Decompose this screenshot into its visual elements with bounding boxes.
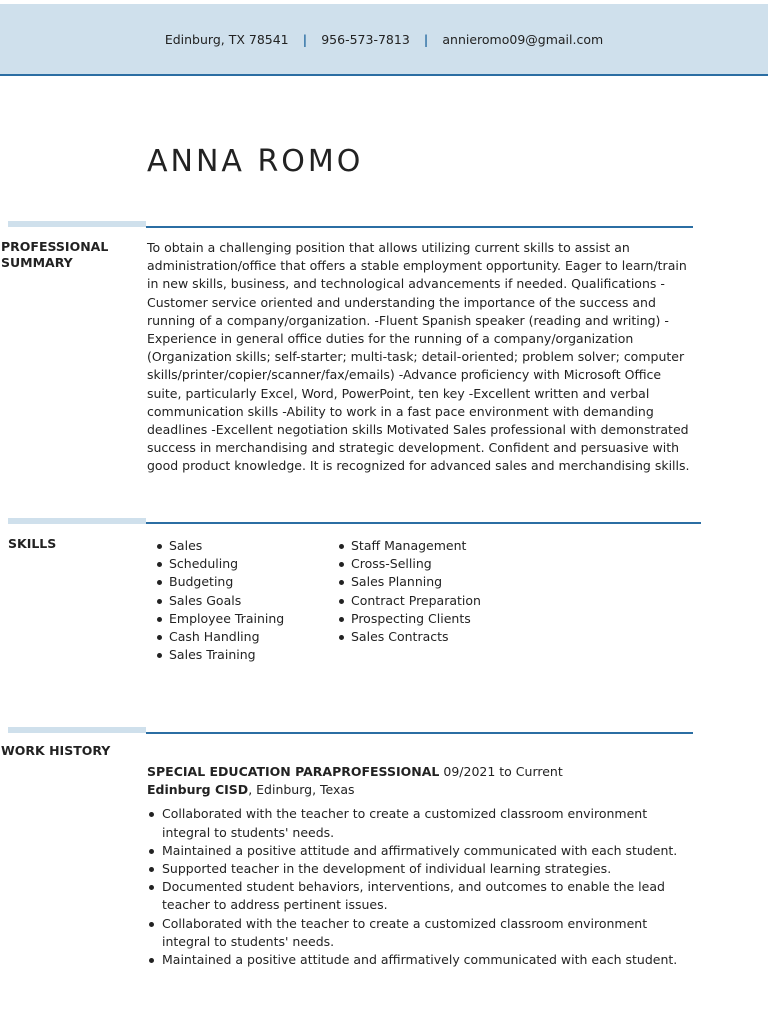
job-duty-item: Maintained a positive attitude and affirmatively communicated with each student. <box>147 842 692 860</box>
job-duty-item: Supported teacher in the development of individual learning strategies. <box>147 860 692 878</box>
contact-phone[interactable]: 956-573-7813 <box>321 31 410 47</box>
contact-address: Edinburg, TX 78541 <box>164 31 289 47</box>
section-divider <box>146 732 693 734</box>
skill-item: Sales Planning <box>337 573 481 591</box>
job-duty-item: Documented student behaviors, interventions, and outcomes to enable the lead teacher to address pertinent issues. <box>147 878 692 914</box>
section-accent-bar <box>8 727 146 733</box>
skill-item: Sales Goals <box>155 592 284 610</box>
summary-text: To obtain a challenging position that allows utilizing current skills to assist an administration/office that offers a stable employment opportunity. Eager to learn/train in new skills, business, and technological advancements if needed. Qualifications - Customer service oriented and understanding the importance of the success and running of a company/organization. -Fluent Spanish speaker (reading and writing) -Experience in general office duties for the running of a company/organization (Organization skills; self-starter; multi-task; detail-oriented; problem solver; computer skills/printer/copier/scanner/fax/emails) -Advance proficiency with Microsoft Office suite, particularly Excel, Word, PowerPoint, ten key -Excellent written and verbal communication skills -Ability to work in a fast pace environment with demanding deadlines -Excellent negotiation skills Motivated Sales professional with demonstrated success in merchandising and strategic development. Confident and persuasive with good product knowledge. It is recognized for advanced sales and merchandising skills. <box>147 240 690 474</box>
section-divider <box>146 226 693 228</box>
job-title: SPECIAL EDUCATION PARAPROFESSIONAL <box>147 764 440 779</box>
section-divider <box>146 522 701 524</box>
work-history-heading: WORK HISTORY <box>1 743 111 758</box>
job-location: , Edinburg, Texas <box>248 782 355 798</box>
skill-item: Cash Handling <box>155 628 284 646</box>
job-entry <box>147 763 692 969</box>
job-dates: 09/2021 to Current <box>443 764 563 779</box>
skill-item: Scheduling <box>155 555 284 573</box>
skill-item: Sales Contracts <box>337 628 481 646</box>
contact-bar <box>0 4 768 76</box>
contact-email[interactable]: annieromo09@gmail.com <box>442 31 604 47</box>
section-accent-bar <box>8 518 146 524</box>
section-accent-bar <box>8 221 146 227</box>
skills-heading: SKILLS <box>8 536 57 551</box>
summary-heading-line1: PROFESSIONAL <box>1 239 109 254</box>
skill-item: Cross-Selling <box>337 555 481 573</box>
skills-list-column-1 <box>155 537 284 664</box>
skill-item: Employee Training <box>155 610 284 628</box>
job-duty-item: Maintained a positive attitude and affirmatively communicated with each student. <box>147 951 692 969</box>
job-employer-line <box>147 781 692 799</box>
contact-separator: | <box>302 31 308 47</box>
contact-separator: | <box>423 31 429 47</box>
job-title-line <box>147 763 692 781</box>
skill-item: Budgeting <box>155 573 284 591</box>
skill-item: Prospecting Clients <box>337 610 481 628</box>
skill-item: Sales <box>155 537 284 555</box>
summary-heading <box>1 239 108 271</box>
job-duty-item: Collaborated with the teacher to create a customized classroom environment integral to students' needs. <box>147 915 692 951</box>
skill-item: Contract Preparation <box>337 592 481 610</box>
skill-item: Staff Management <box>337 537 481 555</box>
skills-list-column-2 <box>337 537 481 646</box>
skill-item: Sales Training <box>155 646 284 664</box>
summary-heading-line2: SUMMARY <box>1 255 73 270</box>
job-employer: Edinburg CISD <box>147 782 249 798</box>
job-duty-item: Collaborated with the teacher to create a customized classroom environment integral to students' needs. <box>147 805 692 841</box>
candidate-name: ANNA ROMO <box>147 144 364 179</box>
job-duties-list <box>147 805 692 969</box>
